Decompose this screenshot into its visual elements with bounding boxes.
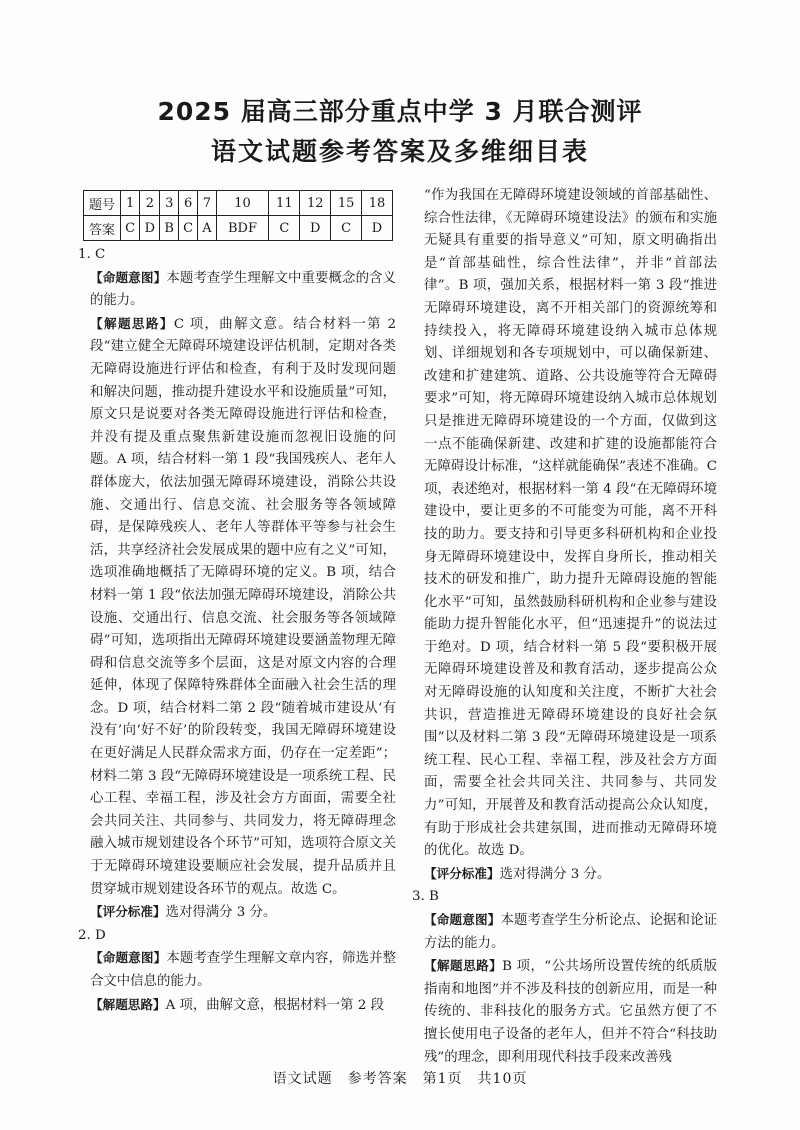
intent-text: 本题考查学生分析论点、论据和论证方法的能力。	[424, 913, 718, 951]
intent-tag: 【命题意图】	[424, 912, 501, 927]
table-cell: C	[269, 216, 300, 241]
question-3-label: 3. B	[412, 889, 439, 905]
table-row-numbers	[84, 191, 393, 216]
scoring-text: 选对得满分 3 分。	[499, 866, 611, 882]
question-2-label: 2. D	[78, 927, 106, 943]
intent-text: 本题考查学生理解文章内容，筛选并整合文中信息的能力。	[90, 951, 397, 989]
scoring-tag: 【评分标准】	[424, 865, 500, 881]
approach-text: C 项，曲解文意。结合材料一第 2 段“建立健全无障碍环境建设评估机制，定期对各类无障碍设施进行评估和检查，有利于及时发现问题和解决问题，推动提升建设水平和设施质量”可知，原文只是说要对各类无障碍设施进行评估和检查，并没有提及重点聚焦新建设施而忽视旧设施的问题。A 项，结合材料一第 1 段“我国残疾人、老年人群体庞大，依法加强无障碍环境建设，消除公共设施、交通出行、信息交流、社会服务等各领域障碍，是保障残疾人、老年人等群体平等参与社会生活，共享经济社会发展成果的题中应有之义”可知，选项准确地概括了无障碍环境的定义。B 项，结合材料一第 1 段“依法加强无障碍环境建设，消除公共设施、交通出行、信息交流、社会服务等各领域障碍”可知，选项指出无障碍环境建设要涵盖物理无障碍和信息交流等多个层面，这是对原文内容的合理延伸，体现了保障特殊群体全面融入社会生活的理念。D 项，结合材料二第 2 段“随着城市建设从‘有没有’向‘好不好’的阶段转变，我国无障碍环境建设在更好满足人民群众需求方面，仍存在一定差距”；材料二第 3 段“无障碍环境建设是一项系统工程、民心工程、幸福工程，涉及社会方方面面，需要全社会共同关注、共同参与、共同发力，将无障碍理念融入城市规划建设各个环节”可知，选项符合原文关于无障碍环境建设要顺应社会发展，提升品质并且贯穿城市规划建设各环节的观点。故选 C。	[90, 316, 397, 897]
table-row-answers	[84, 216, 393, 241]
row-label-number: 题号	[84, 191, 121, 216]
approach-tag: 【解题思路】	[90, 315, 174, 331]
question-2-intent	[78, 947, 396, 993]
page-footer: 语文试题 参考答案 第1页 共10页	[272, 1071, 528, 1087]
table-cell: C	[179, 216, 198, 241]
answer-table	[83, 190, 393, 241]
table-cell: C	[331, 216, 362, 241]
page-subtitle: 语文试题参考答案及多维细目表	[210, 137, 589, 166]
question-3-approach	[412, 955, 717, 1069]
page-title: 2025 届高三部分重点中学 3 月联合测评	[157, 97, 643, 126]
question-2-approach-start	[78, 994, 396, 1018]
table-cell: 11	[269, 191, 300, 216]
question-1-label: 1. C	[78, 247, 106, 262]
intent-tag: 【命题意图】	[90, 269, 167, 285]
intent-tag: 【命题意图】	[90, 950, 167, 966]
table-cell: BDF	[216, 216, 269, 241]
row-label-answer: 答案	[84, 216, 121, 241]
table-cell: 3	[160, 191, 179, 216]
intent-text: 本题考查学生理解文中重要概念的含义的能力。	[90, 270, 397, 309]
table-cell: D	[140, 216, 160, 241]
table-cell: 18	[362, 191, 393, 216]
approach-tag: 【解题思路】	[424, 958, 503, 974]
question-3-intent	[412, 909, 717, 955]
scoring-text: 选对得满分 3 分。	[165, 905, 277, 921]
table-cell: D	[300, 216, 331, 241]
table-cell: D	[362, 216, 393, 241]
question-1-scoring	[78, 901, 396, 925]
table-cell: 2	[140, 191, 160, 216]
table-cell: 12	[300, 191, 331, 216]
question-1-approach	[78, 313, 396, 901]
left-column	[78, 244, 396, 1017]
approach-text: B 项，“公共场所设置传统的纸质版指南和地图”并不涉及科技的创新应用，而是一种传统的、非科技化的服务方式。它虽然方便了不擅长使用电子设备的老年人，但并不符合“科技助残”的理念，即利用现代科技手段来改善残	[424, 959, 717, 1065]
approach-tag: 【解题思路】	[90, 996, 166, 1012]
table-cell: 1	[121, 191, 140, 216]
scoring-tag: 【评分标准】	[90, 904, 166, 920]
table-cell: B	[160, 216, 179, 241]
question-2-scoring	[412, 863, 717, 887]
table-cell: 15	[331, 191, 362, 216]
table-cell: A	[198, 216, 216, 241]
question-2-approach	[412, 185, 717, 863]
table-cell: C	[121, 216, 140, 241]
table-cell: 7	[198, 191, 216, 216]
approach-text: “作为我国在无障碍环境建设领域的首部基础性、综合性法律，《无障碍环境建设法》的颁布和实施无疑具有重要的指导意义”可知，原文明确指出是“首部基础性，综合性法律”，并非“首部法律”。B 项，强加关系，根据材料一第 3 段“推进无障碍环境建设，离不开相关部门的资源统筹和持续投入，将无障碍环境建设纳入城市总体规划、详细规划和各专项规划中，可以确保新建、改建和扩建建筑、道路、公共设施等符合无障碍要求”可知，将无障碍环境建设纳入城市总体规划只是推进无障碍环境建设的一个方面，仅做到这一点不能确保新建、改建和扩建的设施都能符合无障碍设计标准，“这样就能确保”表述不准确。C 项，表述绝对，根据材料一第 4 段“在无障碍环境建设中，要让更多的不可能变为可能，离不开科技的助力。要支持和引导更多科研机构和企业投身无障碍环境建设中，发挥自身所长，推动相关技术的研发和推广，助力提升无障碍设施的智能化水平”可知，虽然鼓励科研机构和企业参与建设能助力提升智能化水平，但“迅速提升”的说法过于绝对。D 项，结合材料一第 5 段“要积极开展无障碍环境建设普及和教育活动，逐步提高公众对无障碍设施的认知度和关注度，不断扩大社会共识，营造推进无障碍环境建设的良好社会氛围”以及材料二第 3 段“无障碍环境建设是一项系统工程、民心工程、幸福工程，涉及社会方方面面，需要全社会共同关注、共同参与、共同发力”可知，开展普及和教育活动提高公众认知度，有助于形成社会共建氛围，进而推动无障碍环境的优化。故选 D。	[424, 188, 717, 859]
right-column	[412, 185, 717, 1069]
table-cell: 6	[179, 191, 198, 216]
table-cell: 10	[216, 191, 269, 216]
question-1-intent	[78, 267, 396, 313]
approach-text-part1: A 项，曲解文意，根据材料一第 2 段	[165, 997, 384, 1013]
